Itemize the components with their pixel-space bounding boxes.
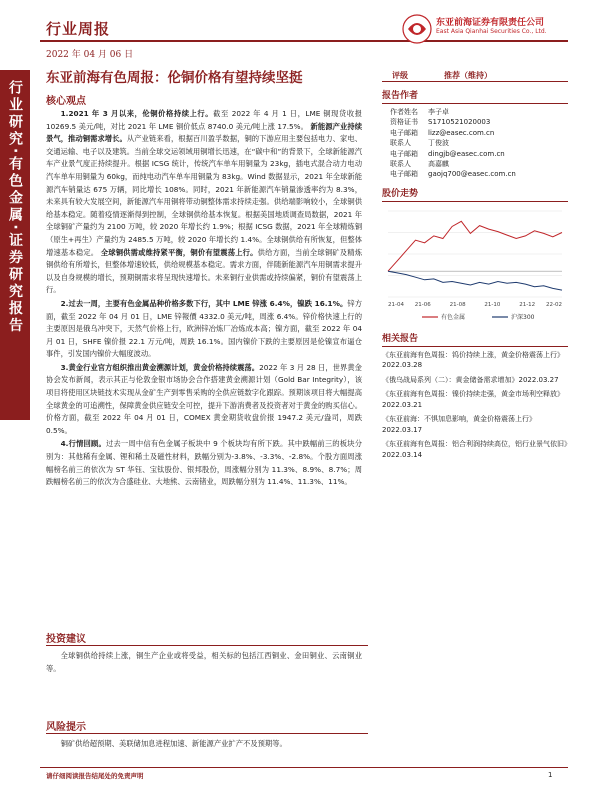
x-tick-label: 21-12 xyxy=(519,301,536,308)
x-tick-label: 21-08 xyxy=(449,301,466,308)
analyst-key: 联系人 xyxy=(390,160,411,169)
analyst-value: 丁俊波 xyxy=(428,139,449,148)
investment-body xyxy=(46,650,362,676)
report-title: 东亚前海有色周报：伦铜价格有望持续坚挺 xyxy=(46,70,303,86)
related-list xyxy=(382,350,568,461)
stock-trend-chart xyxy=(382,205,568,325)
core-para-text: 供给方面，当前全球铜矿及精炼铜供给有所增长，但整体增速较低，供给规模基本稳定。需求方面，伴随新能源汽车用铜需求提升以及自身规模的增长，预期铜需求将呈现快速增长。未来铜行业供需或持续偏紧，铜价有望震荡上行。 xyxy=(46,247,363,295)
core-view-body xyxy=(46,108,362,490)
legend-label: 沪深300 xyxy=(511,313,535,321)
series-line xyxy=(388,221,562,271)
core-para-text: 过去一周中信有色金属子板块中 9 个板块均有所下跌。其中跌幅前三的板块分别为：其他稀有金属、锂和稀土及磁性材料，跌幅分别为-3.8%、-3.3%、-2.8%。个股方面周涨幅榜名前三的依次为 ST 华钰、宝钛股份、银邦股份，周涨幅分别为 11.3%、8.9%、8.7%；周跌幅榜名前三的依次为合盛硅业、大地熊、云南锗业，周跌幅分别为 11.4%、11.3%、11%。 xyxy=(46,439,362,487)
analyst-row xyxy=(382,149,568,159)
analyst-row xyxy=(382,169,568,179)
header-rule xyxy=(40,40,568,42)
page-number: 1 xyxy=(548,771,553,779)
analyst-value: S1710521020003 xyxy=(428,118,491,127)
core-para-4 xyxy=(46,438,362,488)
stock-trend-svg xyxy=(382,205,568,325)
risk-heading: 风险提示 xyxy=(46,722,86,733)
x-tick-label: 21-06 xyxy=(414,301,431,308)
report-date: 2022 年 04 月 06 日 xyxy=(46,50,134,60)
side-band-text: 行业研究·有色金属·证券研究报告 xyxy=(7,80,23,335)
analyst-key: 作者姓名 xyxy=(390,108,418,116)
analyst-email-link[interactable]: dingjb@easec.com.cn xyxy=(428,149,505,158)
related-report-link[interactable]: 《俄乌战局系列（二）：黄金储备需求增加》2022.03.27 xyxy=(382,375,559,384)
rating-bar xyxy=(382,68,568,82)
analyst-value: 高嘉麒 xyxy=(428,160,449,169)
analyst-key: 电子邮箱 xyxy=(390,170,418,179)
sidebar-info xyxy=(382,68,568,464)
rating-label: 评级 xyxy=(392,71,408,80)
analyst-key: 电子邮箱 xyxy=(390,128,418,137)
related-heading: 相关报告 xyxy=(382,331,568,347)
footer-disclaimer: 请仔细阅读报告结尾处的免责声明 xyxy=(46,772,144,780)
core-para-lead: 3.黄金行业官方组织推出黄金溯源计划，黄金价格持续震荡。 xyxy=(60,362,260,372)
footer-rule xyxy=(40,767,568,768)
stock-trend-heading: 股价走势 xyxy=(382,186,568,202)
analyst-row xyxy=(382,128,568,138)
analyst-row xyxy=(382,117,568,127)
x-tick-label: 22-02 xyxy=(546,301,562,308)
analyst-email-link[interactable]: gaojq700@easec.com.cn xyxy=(428,170,516,179)
x-tick-label: 21-04 xyxy=(388,301,404,308)
analysts-heading: 报告作者 xyxy=(382,88,568,104)
related-report-link[interactable]: 《东亚前海有色周报：镍价持续走强，黄金市场利空释放》2022.03.21 xyxy=(382,390,564,409)
analyst-table xyxy=(382,107,568,180)
investment-heading: 投资建议 xyxy=(46,634,86,645)
analyst-row xyxy=(382,138,568,148)
side-band xyxy=(0,70,30,420)
core-para-lead: 新能源产业持续景气，推动铜需求增长。 xyxy=(46,121,362,144)
investment-text: 全球铜供给持续上涨，铜生产企业或将受益，相关标的包括江西铜业、金田铜业、云南铜业等。 xyxy=(46,651,362,673)
core-para-text: 从产业链来看，根据百川盈孚数据，铜的下游应用主要包括电力、家电、交通运输、电子以及建筑。当前全球交运领域用铜增长迅速，在“碳中和”的背景下，全球新能源汽车产业景气度正持续提升。根据 ICSG 统计，传统汽车单车用铜量为 23kg，插电式混合动力电动汽车单车用铜量为 60kg，而纯电动汽车单车用铜量为 83kg。Wind 数据显示，2021 年全球新能源汽车销量达 675 万辆，同比增长 108%。同时，2021 年新能源汽车销量渗透率约为 8.3%，未来具有较大发展空间，新能源汽车用铜将带动铜整体需求持续走强。供给端影响较小，全球铜供给基本稳定。随着疫情逐渐得到控制，全球铜供给基本恢复。根据美国地质调查局数据，2021 年全球铜矿产量约为 2100 万吨，较 2020 年增长约 1.9%；根据 ICSG 数据，2021 年全球精炼铜（原生+再生）产量约为 2485.5 万吨，较 2020 年增长约 1.4%。全球铜供给有所恢复，但整体增速基本稳定。 xyxy=(46,134,363,257)
core-para-lead: 2.过去一周，主要有色金属品种价格多数下行，其中 LME 锌涨 6.4%，镍跌 16.1%。 xyxy=(60,298,348,308)
rating-value: 推荐（维持） xyxy=(444,71,492,80)
related-report-link[interactable]: 《东亚前海：不惧加息影响，黄金价格震荡上行》2022.03.17 xyxy=(382,415,536,434)
related-report-link[interactable]: 《东亚前海有色周报：钨价持续上涨，黄金价格震荡上行》2022.03.28 xyxy=(382,350,564,370)
legend-label: 有色金属 xyxy=(441,313,466,321)
core-para-lead: 全球铜供需或维持紧平衡，铜价有望震荡上行。 xyxy=(100,247,258,257)
report-type: 行业周报 xyxy=(46,20,111,38)
investment-rule xyxy=(46,645,368,646)
analyst-value: 李子卓 xyxy=(428,108,449,116)
company-logo-icon xyxy=(402,14,432,44)
analyst-row xyxy=(382,107,568,117)
related-report-link[interactable]: 《东亚前海有色周报：铝合利润持续高位，铝行业景气依旧》2022.03.14 xyxy=(382,440,568,459)
core-para-text: 2022 年 3 月 28 日，世界黄金协会发布新闻，表示其正与伦敦金银市场协会合作搭建黄金溯源计划（Gold Bar Integrity），该项目将使用区块链技术实现从金矿生产到零售采购的全供应链数字化跟踪。预期该项目将大幅提高全球黄金的可追溯性，保障黄金供应链安全可控，提升下游消费者及投资者对于黄金的购买信心。价格方面，截至 2022 年 04 月 01 日，COMEX 黄金期货收盘价报 1947.2 美元/盎司，周跌 0.5%。 xyxy=(46,362,362,435)
risk-rule xyxy=(46,733,368,734)
core-para-3 xyxy=(46,362,362,438)
company-name-cn: 东亚前海证券有限责任公司 xyxy=(436,18,545,28)
core-view-heading: 核心观点 xyxy=(46,96,86,107)
analyst-key: 资格证书 xyxy=(390,118,418,127)
analyst-key: 联系人 xyxy=(390,139,411,148)
core-para-2 xyxy=(46,298,362,361)
core-para-lead: 1.2021 年 3 月以来，伦铜价格持续上行。 xyxy=(60,109,214,118)
analyst-key: 电子邮箱 xyxy=(390,149,418,158)
company-name-en: East Asia Qianhai Securities Co., Ltd. xyxy=(436,28,547,35)
risk-body xyxy=(46,738,362,752)
series-line xyxy=(388,271,562,290)
core-para-text: 截至 2022 年 4 月 1 日，LME 铜现货收报 10269.5 美元/吨，对比 2021 年 LME 铜价低点 8740.0 美元/吨上涨 17.5%。 xyxy=(46,109,362,131)
analyst-email-link[interactable]: lizz@easec.com.cn xyxy=(428,128,495,137)
core-para-1 xyxy=(46,108,362,297)
core-para-lead: 4.行情回顾。 xyxy=(60,439,106,449)
core-para-text: 锌方面，截至 2022 年 04 月 01 日，LME 锌報價 4332.0 美元/吨，周涨 6.4%。锌价格快速上行的主要原因是俄乌冲突下，天然气价格上行，欧洲锌冶炼厂冶炼成本高；镍方面，截至 2022 年 04 月 01 日，SHFE 镍价报 22.1 万元/吨，周跌 16.1%。国内镍价下跌的主要原因是伦镍宣布逼仓事件，引发国内镍价大幅度波动。 xyxy=(46,298,362,359)
x-tick-label: 21-10 xyxy=(484,301,501,308)
analyst-row xyxy=(382,159,568,169)
risk-text: 铜矿供给超预期、美联储加息进程加速、新能源产业扩产不及预期等。 xyxy=(60,739,287,748)
